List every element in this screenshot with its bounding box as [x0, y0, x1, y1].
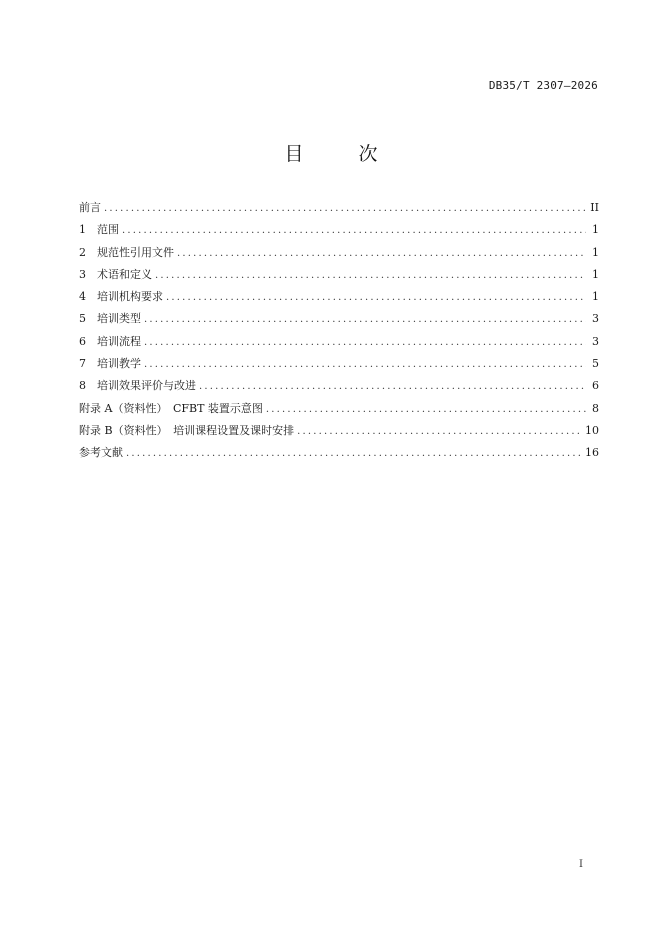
toc-page: 16 [585, 446, 599, 460]
toc-entry-7[interactable] [79, 356, 599, 378]
toc-leader-dots [144, 335, 586, 351]
toc-number: 1 [79, 223, 86, 237]
toc-label: 培训类型 [97, 312, 141, 326]
toc-leader-dots [144, 312, 586, 328]
toc-page: 1 [592, 290, 599, 304]
toc-entry-6[interactable] [79, 334, 599, 356]
toc-label: 附录 B（资料性） 培训课程设置及课时安排 [79, 423, 295, 437]
toc-number: 6 [79, 334, 86, 348]
toc-number: 4 [79, 290, 86, 304]
toc-leader-dots [266, 402, 586, 418]
toc-page: 5 [592, 357, 599, 371]
toc-page: 8 [592, 401, 599, 415]
toc-label: 培训效果评价与改进 [97, 379, 196, 393]
toc-entry-appendix-b[interactable] [79, 423, 599, 445]
toc-label: 培训流程 [97, 334, 141, 348]
toc-page: II [590, 201, 599, 214]
toc-entry-foreword[interactable] [79, 200, 599, 222]
toc-leader-dots [155, 268, 586, 284]
toc-leader-dots [297, 424, 582, 440]
toc-entry-2[interactable] [79, 245, 599, 267]
toc-label: 术语和定义 [97, 267, 152, 281]
page-number: I [579, 859, 583, 870]
toc-number: 5 [79, 312, 86, 326]
toc-page: 6 [592, 379, 599, 393]
standard-code: DB35/T 2307—2026 [488, 79, 598, 92]
toc-page: 10 [585, 423, 599, 437]
toc-label: 范围 [97, 223, 119, 237]
toc-number: 2 [79, 245, 86, 259]
toc-entry-8[interactable] [79, 378, 599, 400]
table-of-contents [79, 200, 599, 468]
toc-entry-references[interactable] [79, 445, 599, 467]
toc-page: 3 [592, 312, 599, 326]
toc-label: 规范性引用文件 [97, 245, 174, 259]
toc-page: 1 [592, 267, 599, 281]
toc-page: 1 [592, 223, 599, 237]
toc-number: 8 [79, 379, 86, 393]
page-title: 目 次 [284, 143, 396, 165]
toc-leader-dots [199, 379, 586, 395]
toc-page: 1 [592, 245, 599, 259]
toc-leader-dots [122, 223, 586, 239]
toc-leader-dots [166, 290, 586, 306]
toc-entry-5[interactable] [79, 311, 599, 333]
toc-leader-dots [144, 357, 586, 373]
toc-label: 培训教学 [97, 357, 141, 371]
toc-leader-dots [177, 246, 586, 262]
toc-entry-appendix-a[interactable] [79, 401, 599, 423]
toc-label: 前言 [79, 201, 101, 214]
toc-page: 3 [592, 334, 599, 348]
toc-number: 3 [79, 267, 86, 281]
toc-label: 参考文献 [79, 446, 123, 460]
toc-label: 附录 A（资料性） CFBT 装置示意图 [79, 401, 263, 415]
toc-entry-1[interactable] [79, 222, 599, 244]
toc-number: 7 [79, 357, 86, 371]
toc-entry-4[interactable] [79, 289, 599, 311]
toc-entry-3[interactable] [79, 267, 599, 289]
toc-label: 培训机构要求 [97, 290, 163, 304]
toc-leader-dots [126, 446, 582, 462]
toc-leader-dots [104, 201, 586, 217]
